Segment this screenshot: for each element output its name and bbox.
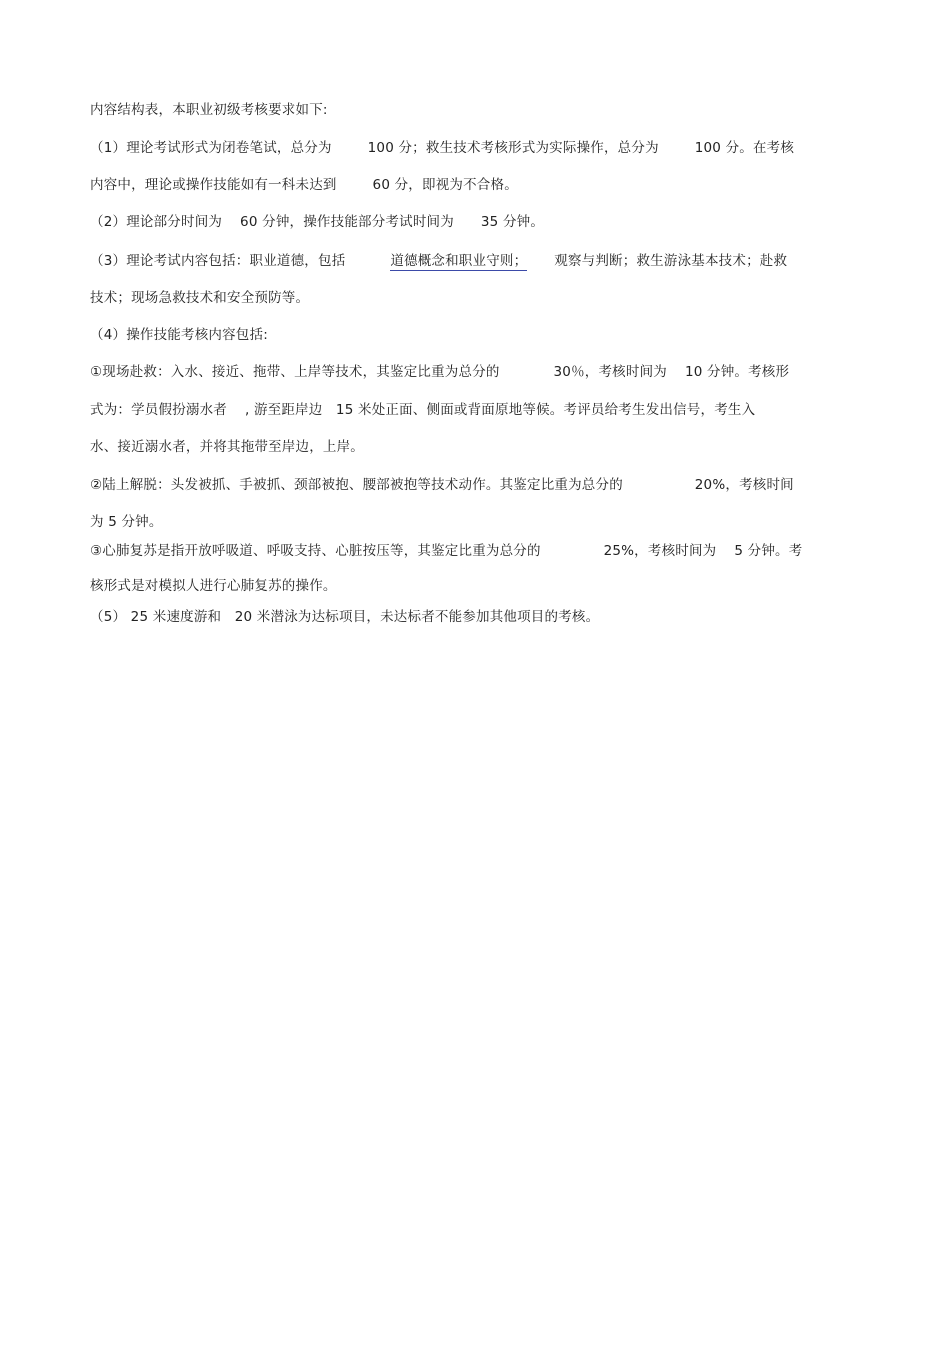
- item-4-2-line-2: 为 5 分钟。: [90, 514, 163, 530]
- underlined-text: 道德概念和职业守则；: [390, 253, 528, 269]
- item-3-line-1: [90, 252, 787, 270]
- item-4-3-line-1: ③心肺复苏是指开放呼吸道、呼吸支持、心脏按压等，其鉴定比重为总分的 25%，考核时间为 5 分钟。考: [90, 543, 803, 559]
- item-3-text-b: 观察与判断；救生游泳基本技术；赴救: [554, 253, 788, 269]
- item-4-3-line-2: 核形式是对模拟人进行心肺复苏的操作。: [90, 578, 337, 594]
- item-4-heading: （4）操作技能考核内容包括:: [90, 327, 268, 343]
- item-4-1-line-3: 水、接近溺水者，并将其拖带至岸边，上岸。: [90, 439, 364, 455]
- item-5-line: （5） 25 米速度游和 20 米潜泳为达标项目，未达标者不能参加其他项目的考核。: [90, 609, 600, 625]
- item-4-1-line-2: 式为：学员假扮溺水者 , 游至距岸边 15 米处正面、侧面或背面原地等候。考评员给考生发出信号，考生入: [90, 402, 756, 418]
- item-3-line-2: 技术；现场急救技术和安全预防等。: [90, 290, 310, 306]
- item-3-text-a: （3）理论考试内容包括：职业道德，包括: [90, 253, 346, 269]
- item-4-2-line-1: ②陆上解脱：头发被抓、手被抓、颈部被抱、腰部被抱等技术动作。其鉴定比重为总分的 20%，考核时间: [90, 477, 794, 493]
- item-1-line-2: 内容中，理论或操作技能如有一科未达到 60 分，即视为不合格。: [90, 177, 518, 193]
- item-4-1-line-1: ①现场赴救：入水、接近、拖带、上岸等技术，其鉴定比重为总分的 30％，考核时间为 10 分钟。考核形: [90, 364, 790, 380]
- intro-line: 内容结构表，本职业初级考核要求如下:: [90, 102, 328, 118]
- item-2-line: （2）理论部分时间为 60 分钟，操作技能部分考试时间为 35 分钟。: [90, 214, 545, 230]
- item-1-line-1: （1）理论考试形式为闭卷笔试，总分为 100 分；救生技术考核形式为实际操作，总分为 100 分。在考核: [90, 140, 795, 156]
